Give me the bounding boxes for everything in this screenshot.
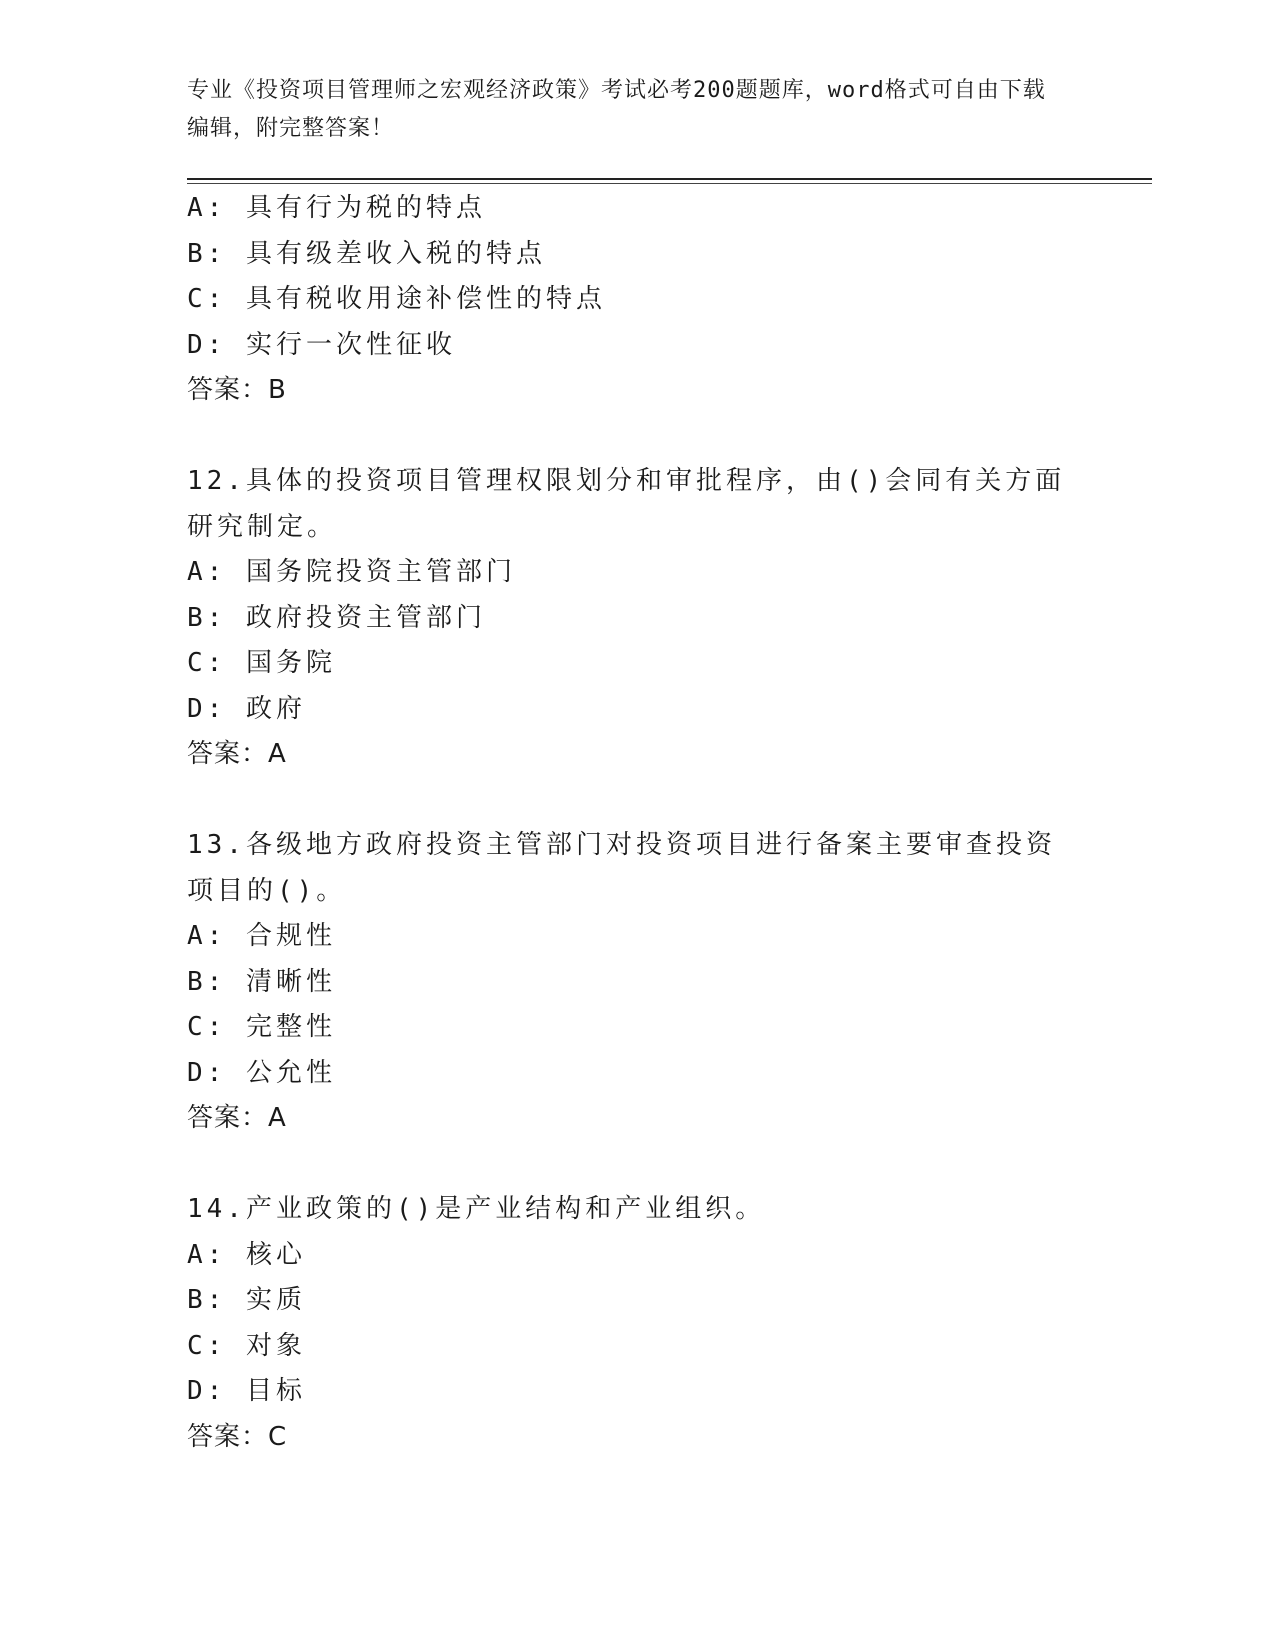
question-13 <box>187 823 1067 1142</box>
option-a: A: 国务院投资主管部门 <box>187 557 516 587</box>
spacer <box>187 1142 1067 1188</box>
spacer <box>187 414 1067 460</box>
option-c: C: 国务院 <box>187 648 336 678</box>
document-page <box>187 0 1152 1650</box>
header-divider-thin <box>187 183 1152 184</box>
document-header: 专业《投资项目管理师之宏观经济政策》考试必考200题题库，word格式可自由下载编辑，附完整答案！ <box>187 78 1046 141</box>
option-d: D: 实行一次性征收 <box>187 329 456 360</box>
question-text: 14.产业政策的()是产业结构和产业组织。 <box>187 1194 766 1224</box>
option-b: B: 具有级差收入税的特点 <box>187 238 546 269</box>
option-a: A: 具有行为税的特点 <box>187 193 486 223</box>
option-d: D: 目标 <box>187 1376 306 1406</box>
option-c: C: 对象 <box>187 1330 306 1361</box>
header-divider <box>187 178 1152 180</box>
answer: 答案：A <box>187 1103 287 1133</box>
question-list <box>187 186 1067 1460</box>
question-text: 12.具体的投资项目管理权限划分和审批程序，由()会同有关方面研究制定。 <box>187 466 1066 542</box>
option-c: C: 完整性 <box>187 1012 336 1042</box>
answer: 答案：B <box>187 375 287 405</box>
option-b: B: 实质 <box>187 1285 306 1315</box>
option-a: A: 合规性 <box>187 921 336 951</box>
question-text: 13.各级地方政府投资主管部门对投资项目进行备案主要审查投资项目的()。 <box>187 830 1056 906</box>
question-14 <box>187 1187 1067 1460</box>
option-d: D: 政府 <box>187 693 306 724</box>
option-b: B: 清晰性 <box>187 966 336 997</box>
spacer <box>187 778 1067 824</box>
answer: 答案：A <box>187 739 287 769</box>
option-c: C: 具有税收用途补偿性的特点 <box>187 284 606 314</box>
option-b: B: 政府投资主管部门 <box>187 602 486 633</box>
question-12 <box>187 459 1067 778</box>
option-d: D: 公允性 <box>187 1057 336 1088</box>
answer: 答案：C <box>187 1421 288 1452</box>
option-a: A: 核心 <box>187 1239 306 1270</box>
question-11 <box>187 186 1067 414</box>
